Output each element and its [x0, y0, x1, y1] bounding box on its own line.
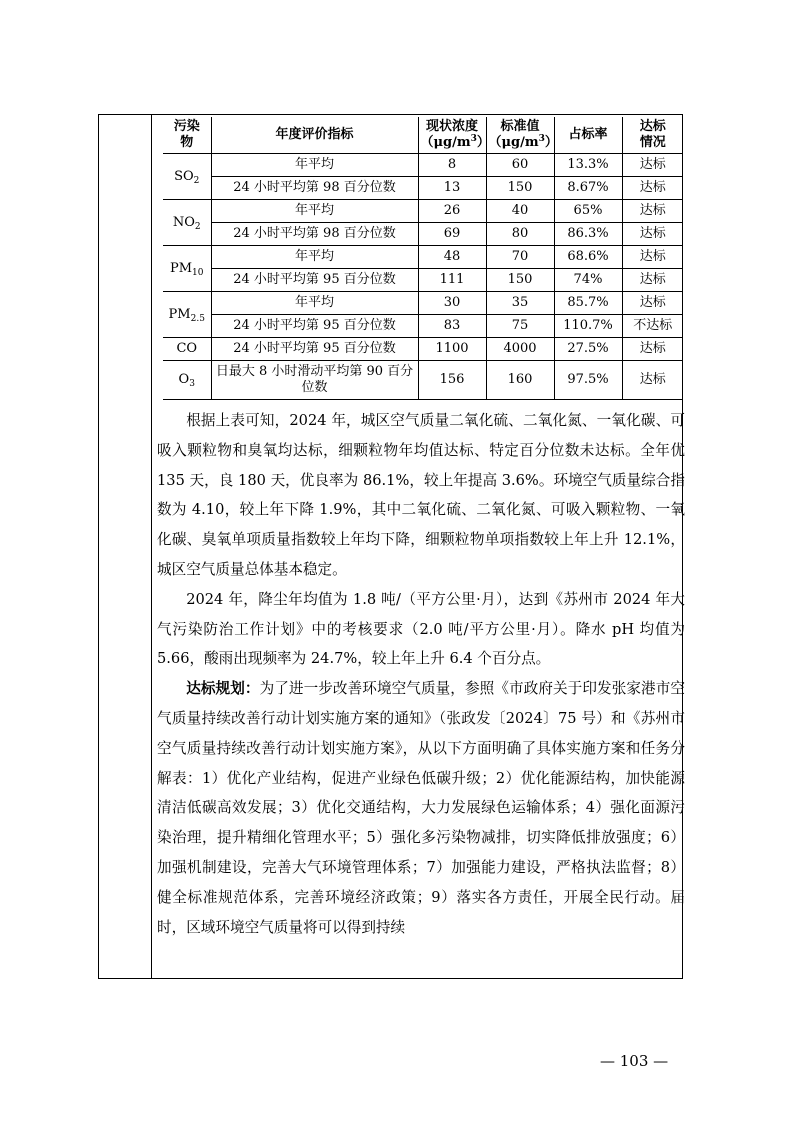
table-row: [163, 361, 683, 400]
ratio-cell: 85.7%: [554, 292, 622, 315]
table-header-row: [163, 117, 683, 154]
table-row: [163, 177, 683, 200]
ratio-cell: 68.6%: [554, 246, 622, 269]
standard-value-cell: 75: [486, 315, 554, 338]
table-row: [163, 154, 683, 177]
current-value-cell: 1100: [418, 338, 486, 361]
plan-body: 为了进一步改善环境空气质量，参照《市政府关于印发张家港市空气质量持续改善行动计划实施方案的通知》（张政发〔2024〕75 号）和《苏州市空气质量持续改善行动计划实施方案》，从以下方面明确了具体实施方案和任务分解表：1）优化产业结构，促进产业绿色低碳升级；2）优化能源结构，加快能源清洁低碳高效发展；3）优化交通结构，大力发展绿色运输体系；4）强化面源污染治理，提升精细化管理水平；5）强化多污染物减排，切实降低排放强度；6）加强机制建设，完善大气环境管理体系；7）加强能力建设，严格执法监督；8）健全标准规范体系，完善环境经济政策；9）落实各方责任，开展全民行动。届时，区域环境空气质量将可以得到持续: [157, 680, 685, 936]
indicator-cell: 24 小时平均第 98 百分位数: [211, 223, 418, 246]
status-cell: 达标: [622, 200, 683, 223]
standard-value-cell: 40: [486, 200, 554, 223]
standard-value-cell: 60: [486, 154, 554, 177]
pollutant-cell: $SO_2$: [163, 154, 211, 200]
standard-value-cell: 4000: [486, 338, 554, 361]
header-ratio: 占标率: [554, 117, 622, 154]
table-body: [163, 154, 683, 400]
page-number: — 103 —: [600, 1052, 669, 1070]
header-pollutant: 污染 物: [163, 117, 211, 154]
body-text: [157, 406, 685, 942]
current-value-cell: 69: [418, 223, 486, 246]
current-value-cell: 111: [418, 269, 486, 292]
pollutant-cell: $PM_{2.5}$: [163, 292, 211, 338]
current-value-cell: 26: [418, 200, 486, 223]
header-indicator: 年度评价指标: [211, 117, 418, 154]
current-value-cell: 8: [418, 154, 486, 177]
status-cell: 达标: [622, 246, 683, 269]
standard-value-cell: 150: [486, 269, 554, 292]
status-cell: 不达标: [622, 315, 683, 338]
paragraph-summary: 根据上表可知，2024 年，城区空气质量二氧化硫、二氧化氮、一氧化碳、可吸入颗粒物和臭氧均达标，细颗粒物年均值达标、特定百分位数未达标。全年优 135 天，良 180 天，优良率为 86.1%，较上年提高 3.6%。环境空气质量综合指数为 4.10，较上年下降 1.9%，其中二氧化硫、二氧化氮、可吸入颗粒物、一氧化碳、臭氧单项质量指数较上年均下降，细颗粒物单项指数较上年上升 12.1%，城区空气质量总体基本稳定。: [157, 412, 685, 578]
current-value-cell: 48: [418, 246, 486, 269]
header-standard: 标准值 $(\mu g/m^3)$: [486, 117, 554, 154]
standard-value-cell: 80: [486, 223, 554, 246]
current-value-cell: 30: [418, 292, 486, 315]
table-row: [163, 223, 683, 246]
pollutant-cell: CO: [163, 338, 211, 361]
standard-value-cell: 160: [486, 361, 554, 400]
table-row: [163, 246, 683, 269]
ratio-cell: 110.7%: [554, 315, 622, 338]
paragraph-plan: [157, 674, 685, 942]
ratio-cell: 65%: [554, 200, 622, 223]
ratio-cell: 8.67%: [554, 177, 622, 200]
table-row: [163, 200, 683, 223]
current-value-cell: 156: [418, 361, 486, 400]
table-row: [163, 338, 683, 361]
ratio-cell: 86.3%: [554, 223, 622, 246]
status-cell: 达标: [622, 269, 683, 292]
status-cell: 达标: [622, 292, 683, 315]
frame-divider: [151, 114, 152, 979]
indicator-cell: 年平均: [211, 292, 418, 315]
status-cell: 达标: [622, 177, 683, 200]
indicator-cell: 日最大 8 小时滑动平均第 90 百分位数: [211, 361, 418, 400]
header-current: 现状浓度 $(\mu g/m^3)$: [418, 117, 486, 154]
status-cell: 达标: [622, 361, 683, 400]
status-cell: 达标: [622, 154, 683, 177]
status-cell: 达标: [622, 338, 683, 361]
paragraph-dustfall: 2024 年，降尘年均值为 1.8 吨/（平方公里·月），达到《苏州市 2024 年大气污染防治工作计划》中的考核要求（2.0 吨/平方公里·月）。降水 pH 均值为 5.66，酸雨出现频率为 24.7%，较上年上升 6.4 个百分点。: [157, 590, 685, 668]
status-cell: 达标: [622, 223, 683, 246]
table-row: [163, 269, 683, 292]
pollutant-cell: $NO_2$: [163, 200, 211, 246]
table-row: [163, 292, 683, 315]
ratio-cell: 74%: [554, 269, 622, 292]
table-row: [163, 315, 683, 338]
ratio-cell: 97.5%: [554, 361, 622, 400]
indicator-cell: 年平均: [211, 246, 418, 269]
standard-value-cell: 150: [486, 177, 554, 200]
ratio-cell: 27.5%: [554, 338, 622, 361]
current-value-cell: 83: [418, 315, 486, 338]
air-quality-table: [163, 117, 683, 400]
pollutant-cell: $O_3$: [163, 361, 211, 400]
current-value-cell: 13: [418, 177, 486, 200]
indicator-cell: 24 小时平均第 95 百分位数: [211, 269, 418, 292]
indicator-cell: 24 小时平均第 98 百分位数: [211, 177, 418, 200]
ratio-cell: 13.3%: [554, 154, 622, 177]
indicator-cell: 24 小时平均第 95 百分位数: [211, 315, 418, 338]
standard-value-cell: 70: [486, 246, 554, 269]
pollutant-cell: $PM_{10}$: [163, 246, 211, 292]
indicator-cell: 24 小时平均第 95 百分位数: [211, 338, 418, 361]
indicator-cell: 年平均: [211, 154, 418, 177]
indicator-cell: 年平均: [211, 200, 418, 223]
header-status: 达标 情况: [622, 117, 683, 154]
standard-value-cell: 35: [486, 292, 554, 315]
plan-lead: 达标规划：: [186, 680, 260, 698]
